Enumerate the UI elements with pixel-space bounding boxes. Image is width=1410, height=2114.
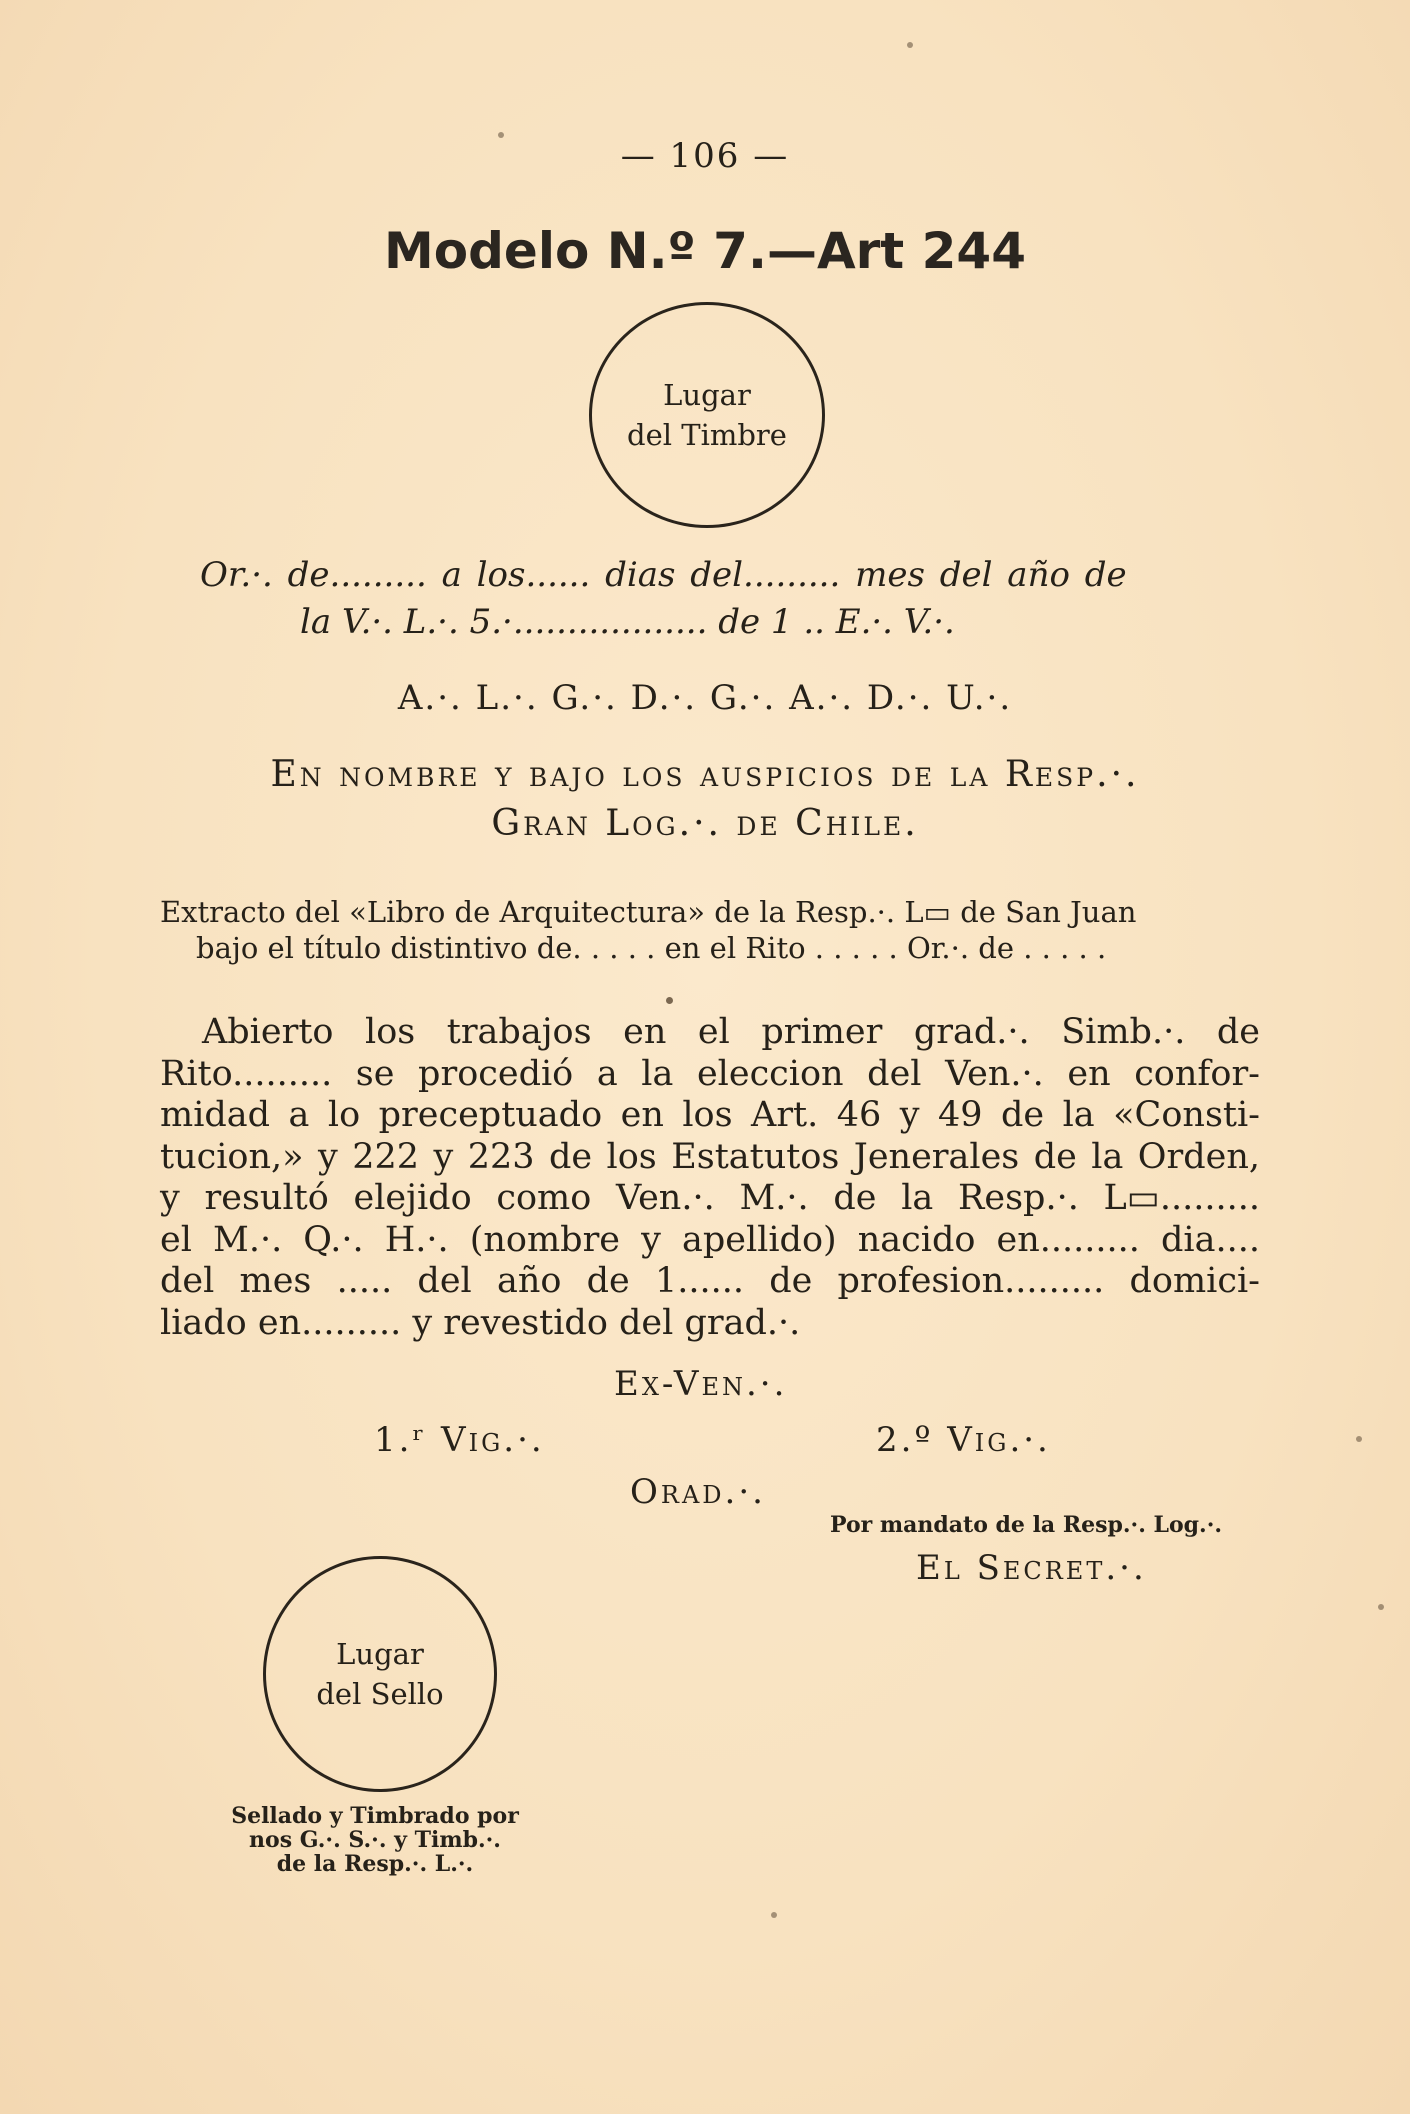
paragraph-line: liado en......... y revestido del grad.·. bbox=[160, 1302, 801, 1343]
signature-orad: Orad.·. bbox=[630, 1472, 766, 1512]
signature-secretary: El Secret.·. bbox=[916, 1548, 1147, 1588]
paragraph-line: del mes ..... del año de 1...... de profesion......... domici- bbox=[160, 1261, 1260, 1301]
date-line-2: la V.·. L.·. 5.·.................. de 1 .. E.·. V.·. bbox=[300, 602, 955, 642]
extract-line-2: bajo el título distintivo de. . . . . en el Rito . . . . . Or.·. de . . . . . bbox=[196, 931, 1107, 965]
sealed-note-line2: nos G.·. S.·. y Timb.·. bbox=[249, 1827, 501, 1853]
mandate-note: Por mandato de la Resp.·. Log.·. bbox=[830, 1512, 1223, 1538]
paper-speck bbox=[498, 132, 504, 138]
paragraph-line: el M.·. Q.·. H.·. (nombre y apellido) nacido en......... dia.... bbox=[160, 1219, 1260, 1260]
paragraph-line: midad a lo preceptuado en los Art. 46 y 49 de la «Consti- bbox=[160, 1095, 1260, 1135]
paragraph-line: tucion,» y 222 y 223 de los Estatutos Jenerales de la Orden, bbox=[160, 1136, 1260, 1177]
model-title: Modelo N.º 7.—Art 244 bbox=[384, 222, 1026, 280]
signature-first-vig: 1.ʳ Vig.·. bbox=[374, 1420, 545, 1460]
paper-speck bbox=[1378, 1604, 1384, 1610]
signature-second-vig: 2.º Vig.·. bbox=[876, 1420, 1051, 1460]
seal-label-line1: Lugar bbox=[336, 1637, 424, 1671]
paragraph-line: y resultó elejido como Ven.·. M.·. de la Resp.·. L▭......... bbox=[160, 1178, 1260, 1218]
sealed-note bbox=[210, 1804, 540, 1876]
stamp-label-line1: Lugar bbox=[663, 378, 751, 412]
auspices-line-1: En nombre y bajo los auspicios de la Resp.·. bbox=[270, 754, 1140, 795]
seal-placeholder-circle bbox=[263, 1556, 497, 1792]
seal-label-line2: del Sello bbox=[316, 1677, 444, 1711]
paper-speck bbox=[907, 42, 913, 48]
signature-ex-ven: Ex-Ven.·. bbox=[614, 1364, 788, 1404]
page-number: — 106 — bbox=[620, 136, 790, 176]
sealed-note-line1: Sellado y Timbrado por bbox=[231, 1803, 519, 1829]
auspices-line-2: Gran Log.·. de Chile. bbox=[491, 803, 919, 844]
paper-speck bbox=[1356, 1436, 1362, 1442]
paragraph-line: Rito......... se procedió a la eleccion del Ven.·. en confor- bbox=[160, 1053, 1260, 1094]
paper-speck bbox=[771, 1912, 777, 1918]
extract-line-1: Extracto del «Libro de Arquitectura» de la Resp.·. L▭ de San Juan bbox=[160, 895, 1137, 929]
paper-speck bbox=[666, 997, 673, 1004]
date-line-1: Or.·. de......... a los...... dias del......... mes del año de bbox=[200, 555, 1127, 595]
sealed-note-line3: de la Resp.·. L.·. bbox=[276, 1851, 474, 1877]
masonic-initials: A.·. L.·. G.·. D.·. G.·. A.·. D.·. U.·. bbox=[397, 678, 1013, 718]
stamp-placeholder-circle bbox=[589, 302, 825, 528]
election-paragraph bbox=[160, 1012, 1260, 1344]
stamp-label-line2: del Timbre bbox=[627, 418, 787, 452]
paragraph-line: Abierto los trabajos en el primer grad.·. Simb.·. de bbox=[202, 1012, 1260, 1052]
